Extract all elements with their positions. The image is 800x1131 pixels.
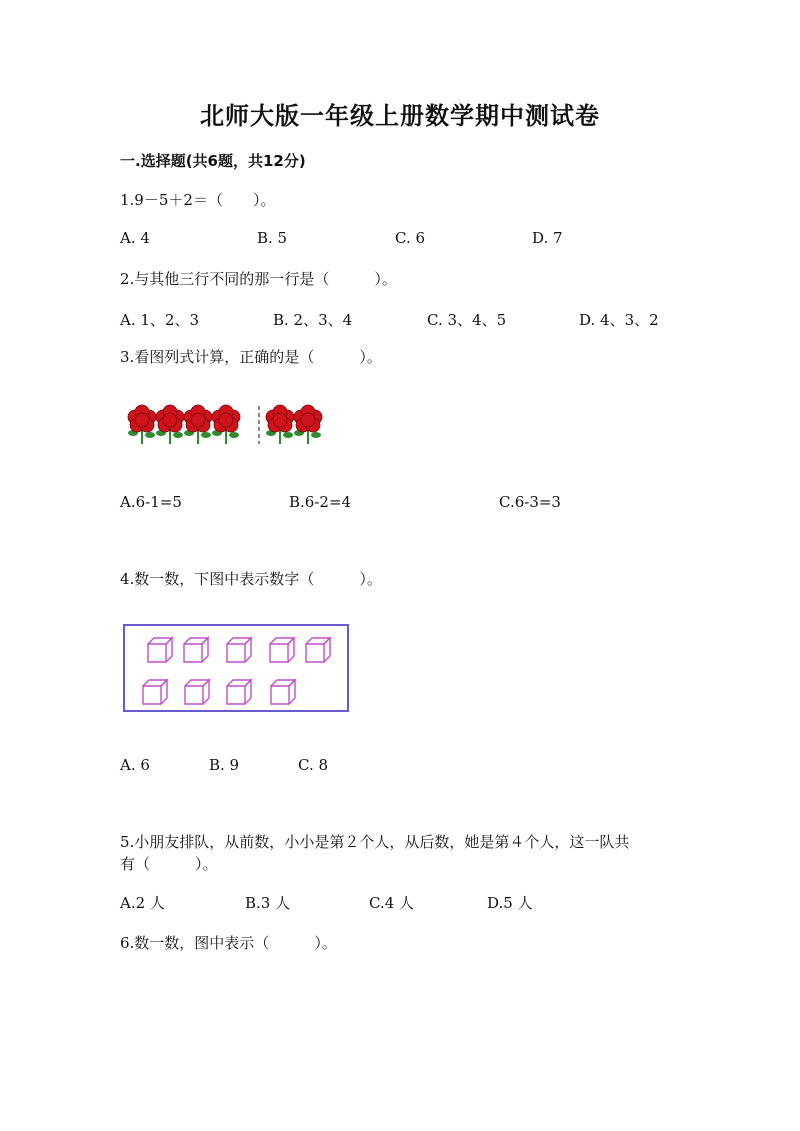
cube-row2-3 — [227, 680, 251, 704]
question-1-option-b: B. 5 — [257, 229, 288, 247]
question-5-option-b: B.3 人 — [245, 894, 291, 912]
question-4-option-a: A. 6 — [120, 756, 150, 774]
rose-left-1 — [128, 405, 156, 444]
question-2-option-a: A. 1、2、3 — [120, 311, 199, 329]
cube-row2-2 — [185, 680, 209, 704]
question-1-option-d: D. 7 — [532, 229, 563, 247]
question-4-option-b: B. 9 — [209, 756, 240, 774]
cube-row1-5 — [306, 638, 330, 662]
question-3-option-c: C.6-3=3 — [499, 493, 561, 511]
cube-row1-1 — [148, 638, 172, 662]
question-4-stem: 4.数一数，下图中表示数字（ ）。 — [120, 570, 382, 588]
question-5-option-c: C.4 人 — [369, 894, 415, 912]
rose-left-4 — [212, 405, 240, 444]
cubes-picture — [123, 624, 349, 712]
cube-row2-1 — [143, 680, 167, 704]
question-2-option-b: B. 2、3、4 — [273, 311, 353, 329]
cube-row1-3 — [227, 638, 251, 662]
rose-left-2 — [156, 405, 184, 444]
cube-row1-4 — [270, 638, 294, 662]
question-3-stem: 3.看图列式计算，正确的是（ ）。 — [120, 348, 382, 366]
question-3-option-b: B.6-2=4 — [289, 493, 352, 511]
question-3-option-a: A.6-1=5 — [120, 493, 182, 511]
rose-right-2 — [294, 405, 322, 444]
rose-left-3 — [184, 405, 212, 444]
question-6-stem: 6.数一数，图中表示（ ）。 — [120, 934, 337, 952]
question-2-option-c: C. 3、4、5 — [427, 311, 507, 329]
question-2-option-d: D. 4、3、2 — [579, 311, 659, 329]
section-heading: 一.选择题(共6题，共12分) — [120, 152, 306, 170]
question-1-stem: 1.9－5＋2＝（ ）。 — [120, 191, 276, 209]
question-1-option-c: C. 6 — [395, 229, 426, 247]
question-5-option-d: D.5 人 — [487, 894, 533, 912]
question-5-stem-line2: 有（ ）。 — [120, 855, 218, 873]
page-title: 北师大版一年级上册数学期中测试卷 — [200, 102, 600, 130]
question-4-option-c: C. 8 — [298, 756, 329, 774]
cube-row2-4 — [271, 680, 295, 704]
rose-right-1 — [266, 405, 294, 444]
cube-row1-2 — [184, 638, 208, 662]
question-5-stem-line1: 5.小朋友排队，从前数，小小是第２个人，从后数，她是第４个人，这一队共 — [120, 833, 630, 851]
question-1-option-a: A. 4 — [120, 229, 150, 247]
question-2-stem: 2.与其他三行不同的那一行是（ ）。 — [120, 270, 397, 288]
roses-picture — [120, 400, 330, 450]
question-5-option-a: A.2 人 — [120, 894, 165, 912]
